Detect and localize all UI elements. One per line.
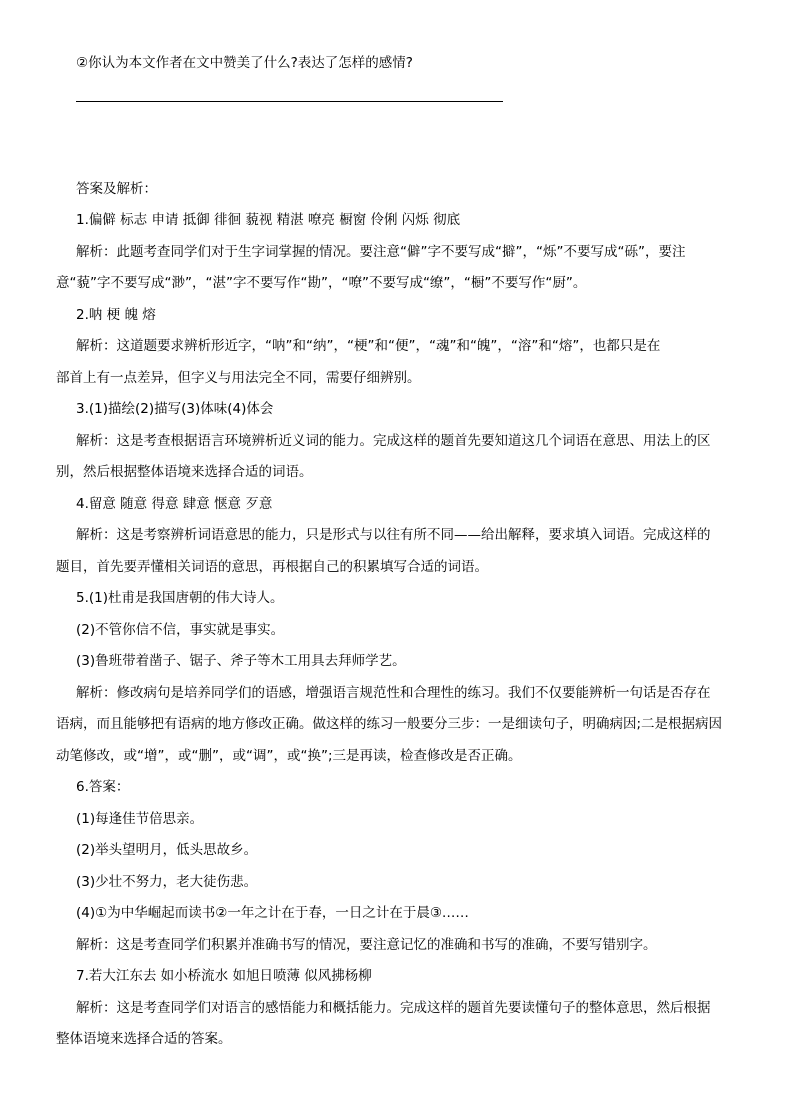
answer-line: 解析：这是考查同学们对语言的感悟能力和概括能力。完成这样的题首先要读懂句子的整体意思，然后根据 (76, 1000, 711, 1016)
answer-line: (1)每逢佳节倍思亲。 (76, 811, 204, 827)
answer-line: 别，然后根据整体语境来选择合适的词语。 (56, 464, 313, 480)
answer-line: 3.(1)描绘(2)描写(3)体味(4)体会 (76, 401, 274, 417)
answer-line: (4)①为中华崛起而读书②一年之计在于春，一日之计在于晨③…… (76, 905, 469, 921)
answer-line: (3)鲁班带着凿子、锯子、斧子等木工用具去拜师学艺。 (76, 653, 406, 669)
answer-line: 解析：这是考查根据语言环境辨析近义词的能力。完成这样的题首先要知道这几个词语在意思、用法上的区 (76, 433, 711, 449)
answer-line: 部首上有一点差异，但字义与用法完全不同，需要仔细辨别。 (56, 370, 421, 386)
answer-line: (2)不管你信不信，事实就是事实。 (76, 622, 285, 638)
answer-line: 2.呐 梗 魄 熔 (76, 307, 156, 323)
answer-blank-line (76, 101, 503, 102)
answer-line: 解析：此题考查同学们对于生字词掌握的情况。要注意“僻”字不要写成“擗”，“烁”不要写成“砾”，要注 (76, 244, 686, 260)
answer-line: 语病，而且能够把有语病的地方修改正确。做这样的练习一般要分三步：一是细读句子，明确病因;二是根据病因 (56, 716, 723, 732)
answer-line: 整体语境来选择合适的答案。 (56, 1031, 232, 1047)
answer-line: 7.若大江东去 如小桥流水 如旭日喷薄 似风拂杨柳 (76, 968, 372, 984)
answer-line: 1.偏僻 标志 申请 抵御 徘徊 藐视 精湛 嘹亮 橱窗 伶俐 闪烁 彻底 (76, 212, 461, 228)
answers-heading: 答案及解析： (76, 181, 157, 197)
answer-line: 5.(1)杜甫是我国唐朝的伟大诗人。 (76, 590, 284, 606)
answer-line: 题目，首先要弄懂相关词语的意思，再根据自己的积累填写合适的词语。 (56, 559, 488, 575)
answer-line: 解析：这是考察辨析词语意思的能力，只是形式与以往有所不同——给出解释，要求填入词语。完成这样的 (76, 527, 711, 543)
answer-line: 6.答案： (76, 779, 130, 795)
answer-line: (3)少壮不努力，老大徒伤悲。 (76, 874, 258, 890)
answer-line: (2)举头望明月，低头思故乡。 (76, 842, 258, 858)
question-text: ②你认为本文作者在文中赞美了什么?表达了怎样的感情? (76, 55, 413, 71)
answer-line: 意“藐”字不要写成“渺”，“湛”字不要写作“勘”，“嘹”不要写成“缭”，“橱”不要写作“厨”。 (56, 275, 587, 291)
answer-line: 解析：这是考查同学们积累并准确书写的情况，要注意记忆的准确和书写的准确，不要写错别字。 (76, 937, 657, 953)
answer-line: 解析：修改病句是培养同学们的语感，增强语言规范性和合理性的练习。我们不仅要能辨析一句话是否存在 (76, 685, 711, 701)
answer-line: 4.留意 随意 得意 肆意 惬意 歹意 (76, 496, 273, 512)
answer-line: 动笔修改，或“增”，或“删”，或“调”，或“换”;三是再读，检查修改是否正确。 (56, 748, 522, 764)
answer-line: 解析：这道题要求辨析形近字，“呐”和“纳”，“梗”和“便”，“魂”和“魄”，“溶”和“熔”，也都只是在 (76, 338, 661, 354)
